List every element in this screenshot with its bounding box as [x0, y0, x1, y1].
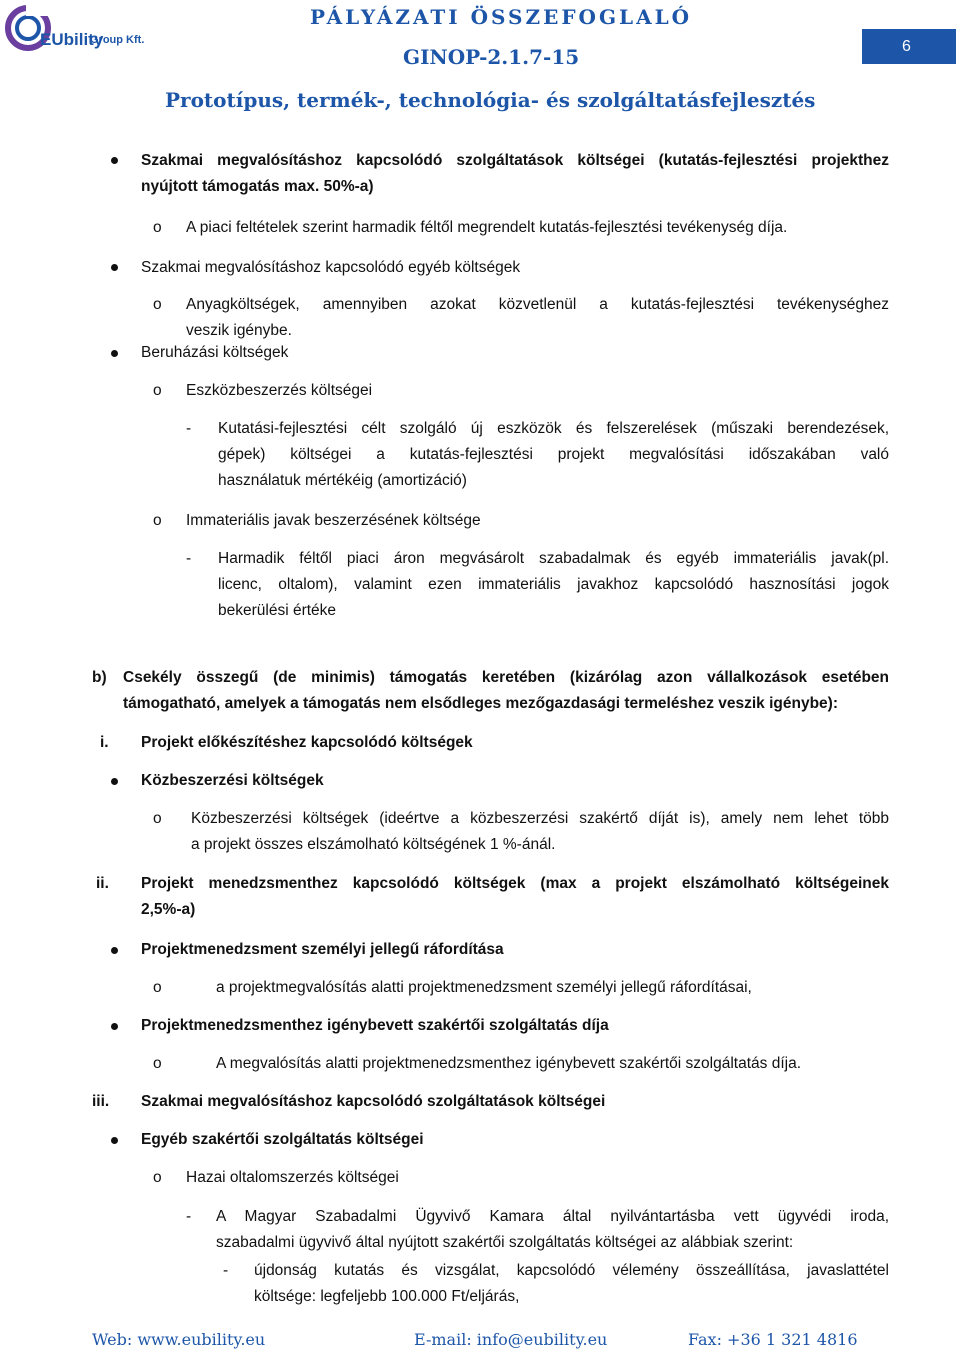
roman-label: iii. [92, 1093, 110, 1110]
list-item: Harmadik féltől piaci áron megvásárolt szabadalmak és egyéb immateriális javak(pl. licenc, oltalom), valamint ezen immateriális javakhoz kapcsolódó hasznosítási jogok bekerülési értéke [218, 550, 889, 619]
circle-marker: o [153, 979, 162, 996]
list-item: A piaci feltételek szerint harmadik féltől megrendelt kutatás-fejlesztési tevékenység díja. [186, 219, 788, 236]
circle-marker: o [153, 219, 162, 236]
section-heading: Csekély összegű (de minimis) támogatás keretében (kizárólag azon vállalkozások esetében támogatható, amelyek a támogatás nem elsődleges mezőgazdasági termeléshez veszik igénybe): [123, 669, 889, 712]
list-item: Immateriális javak beszerzésének költsége [186, 512, 481, 529]
bullet-marker [111, 157, 118, 164]
footer-fax: Fax: +36 1 321 4816 [688, 1330, 858, 1349]
section-label: b) [92, 669, 107, 686]
section-item-investment: Beruházási költségek [141, 344, 289, 361]
circle-marker: o [153, 1055, 162, 1072]
circle-marker: o [153, 512, 162, 529]
section-item: Egyéb szakértői szolgáltatás költségei [141, 1131, 424, 1148]
section-item-services: Szakmai megvalósításhoz kapcsolódó szolgáltatások költségei (kutatás-fejlesztési projekthez nyújtott támogatás max. 50%-a) [141, 152, 889, 195]
page-number-box [862, 29, 956, 64]
list-item: A Magyar Szabadalmi Ügyvivő Kamara által nyilvántartásba vett ügyvédi iroda, szabadalmi ügyvivő által nyújtott szakértői szolgáltatás költségei az alábbiak szerint: [216, 1208, 889, 1251]
subsection-heading: Projekt előkészítéshez kapcsolódó költségek [141, 734, 473, 751]
bullet-marker [111, 1023, 118, 1030]
list-item: Hazai oltalomszerzés költségei [186, 1169, 399, 1186]
section-item: Közbeszerzési költségek [141, 772, 324, 789]
list-item: Közbeszerzési költségek (ideértve a közbeszerzési szakértő díját is), amely nem lehet több a projekt összes elszámolható költségének 1 %-ánál. [191, 810, 889, 853]
list-item: a projektmegvalósítás alatti projektmenedzsment személyi jellegű ráfordításai, [216, 979, 752, 996]
list-item: újdonság kutatás és vizsgálat, kapcsolódó vélemény összeállítása, javaslattétel költsége: legfeljebb 100.000 Ft/eljárás, [254, 1262, 889, 1305]
bullet-marker [111, 350, 118, 357]
section-item-other-costs: Szakmai megvalósításhoz kapcsolódó egyéb költségek [141, 259, 521, 276]
circle-marker: o [153, 382, 162, 399]
circle-marker: o [153, 1169, 162, 1186]
bullet-marker [111, 947, 118, 954]
logo-wordmark: EUbility [40, 30, 104, 49]
list-item: Anyagköltségek, amennyiben azokat közvetlenül a kutatás-fejlesztési tevékenységhez veszik igénybe. [186, 296, 889, 339]
roman-label: i. [100, 734, 109, 751]
header-title: PÁLYÁZATI ÖSSZEFOGLALÓ [310, 5, 693, 29]
dash-marker: - [186, 550, 192, 567]
circle-marker: o [153, 296, 162, 313]
list-item: Eszközbeszerzés költségei [186, 382, 373, 399]
list-item: A megvalósítás alatti projektmenedzsmenthez igénybevett szakértői szolgáltatás díja. [216, 1055, 802, 1072]
dash-marker: - [223, 1262, 229, 1279]
roman-label: ii. [96, 875, 109, 892]
logo [0, 0, 150, 56]
footer-email: E-mail: info@eubility.eu [414, 1330, 608, 1349]
bullet-marker [111, 1137, 118, 1144]
subsection-heading: Projekt menedzsmenthez kapcsolódó költségek (max a projekt elszámolható költségeinek 2,5%-a) [141, 875, 889, 918]
circle-marker: o [153, 810, 162, 827]
dash-marker: - [186, 420, 192, 437]
page-number: 6 [902, 38, 911, 55]
subsection-heading: Szakmai megvalósításhoz kapcsolódó szolgáltatások költségei [141, 1093, 606, 1110]
header-code: GINOP-2.1.7-15 [403, 45, 580, 69]
list-item: Kutatási-fejlesztési célt szolgáló új eszközök és felszerelések (műszaki berendezések, gépek) költségei a kutatás-fejlesztési projekt megvalósítási időszakában való használatuk mértékéig (amortizáció) [218, 420, 889, 489]
bullet-marker [111, 778, 118, 785]
logo-suffix: Group Kft. [90, 34, 145, 46]
section-item: Projektmenedzsmenthez igénybevett szakértői szolgáltatás díja [141, 1017, 609, 1034]
bullet-marker [111, 264, 118, 271]
section-item: Projektmenedzsment személyi jellegű ráfordítása [141, 941, 504, 958]
dash-marker: - [186, 1208, 192, 1225]
header-subtitle: Prototípus, termék-, technológia- és szolgáltatásfejlesztés [165, 88, 816, 112]
footer-web: Web: www.eubility.eu [92, 1330, 266, 1349]
